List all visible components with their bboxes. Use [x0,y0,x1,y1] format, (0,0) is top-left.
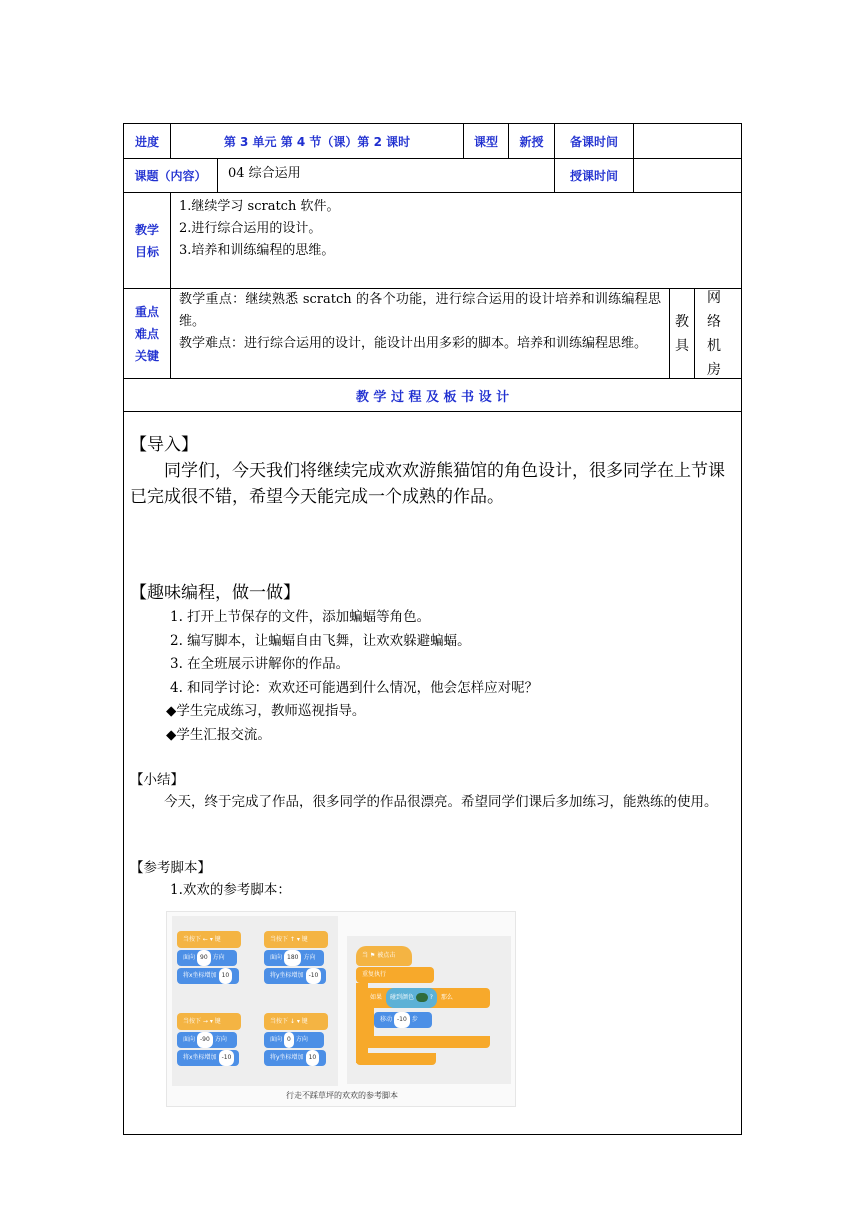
summary-text: 今天，终于完成了作品，很多同学的作品很漂亮。希望同学们课后多加练习，能熟练的使用。 [164,794,718,810]
intro-title: 【导入】 [130,435,198,455]
change-block: 将x坐标增加 -10 [177,1050,239,1066]
prep-time-value [633,124,741,159]
goals-label-line1: 教学 [134,222,159,237]
turn-block: 面向 180 方向 [264,950,324,966]
grass-color-swatch [416,993,428,1002]
fun-bullet: ◆学生汇报交流。 [166,726,271,743]
class-time-value [633,159,741,193]
move-block: 移动 -10 步 [374,1012,432,1028]
teaching-difficulty: 教学难点：进行综合运用的设计，能设计出用多彩的脚本。培养和训练编程思维。 [179,336,648,351]
script-block-4 [264,1013,334,1073]
change-block: 将x坐标增加 10 [177,968,239,984]
fun-item: 3. 在全班展示讲解你的作品。 [170,656,350,672]
goals-label [124,193,170,289]
script-block-3 [177,1013,247,1073]
goal-item: 3.培养和训练编程的思维。 [179,243,335,258]
process-title: 教 学 过 程 及 板 书 设 计 [124,379,741,412]
lesson-plan-table [123,123,742,1135]
flag-hat-block: 当 ⚑ 被点击 [356,946,412,966]
fun-item: 1. 打开上节保存的文件，添加蝙蝠等角色。 [170,609,431,625]
fun-bullet: ◆学生完成练习，教师巡视指导。 [166,703,366,719]
key-points-content [170,289,669,379]
change-block: 将y坐标增加 10 [264,1050,326,1066]
goal-item: 2.进行综合运用的设计。 [179,221,322,236]
key-points-label [124,289,170,379]
type-value: 新授 [508,124,554,159]
fun-item: 2. 编写脚本，让蝙蝠自由飞舞，让欢欢躲避蝙蝠。 [170,632,471,649]
reference-script-image [166,911,516,1107]
prep-time-label: 备课时间 [554,124,633,159]
if-end [364,1036,490,1048]
intro-text: 同学们，今天我们将继续完成欢欢游熊猫馆的角色设计，很多同学在上节课已完成很不错，希望今天能完成一个成熟的作品。 [130,461,725,507]
turn-block: 面向 -90 方向 [177,1032,237,1048]
topic-label: 课题（内容） [124,159,217,193]
script-block-2 [264,931,334,991]
progress-label: 进度 [124,124,170,159]
main-script-panel [347,936,511,1084]
forever-end [356,1053,436,1065]
tools-label: 教具 [669,289,694,379]
teaching-focus: 教学重点：继续熟悉 scratch 的各个功能，进行综合运用的设计培养和训练编程思维。 [179,292,661,329]
key-hat-block: 当按下 → ▾ 键 [177,1013,241,1030]
tools-value: 网络机房 [694,289,741,379]
reference-title: 【参考脚本】 [130,860,211,876]
key-label-line: 难点 [134,326,159,341]
class-time-label: 授课时间 [554,159,633,193]
key-hat-block: 当按下 ↑ ▾ 键 [264,931,328,948]
goals-content [170,193,741,289]
reference-caption: 行走不踩草坪的欢欢的参考脚本 [286,1091,398,1100]
script-block-1 [177,931,247,991]
progress-value: 第 3 单元 第 4 节（课）第 2 课时 [170,124,463,159]
turn-block: 面向 0 方向 [264,1032,324,1048]
if-block: 如果 碰到颜色 ? 那么 [364,988,490,1008]
change-block: 将y坐标增加 -10 [264,968,326,984]
fun-title: 【趣味编程，做一做】 [130,583,300,603]
key-label-line: 关键 [134,348,159,363]
fun-item: 4. 和同学讨论：欢欢还可能遇到什么情况，他会怎样应对呢？ [170,679,539,696]
if-arm [364,1008,374,1036]
goals-label-line2: 目标 [134,244,159,259]
type-label: 课型 [463,124,508,159]
key-scripts-panel [172,916,338,1086]
key-label-line: 重点 [134,304,159,319]
turn-block: 面向 90 方向 [177,950,237,966]
topic-value: 04 综合运用 [217,159,554,193]
goal-item: 1.继续学习 scratch 软件。 [179,199,340,214]
key-hat-block: 当按下 ↓ ▾ 键 [264,1013,328,1030]
key-hat-block: 当按下 ← ▾ 键 [177,931,241,948]
reference-subtitle: 1.欢欢的参考脚本： [170,882,291,898]
forever-block: 重复执行 [356,967,434,983]
summary-title: 【小结】 [130,772,184,788]
